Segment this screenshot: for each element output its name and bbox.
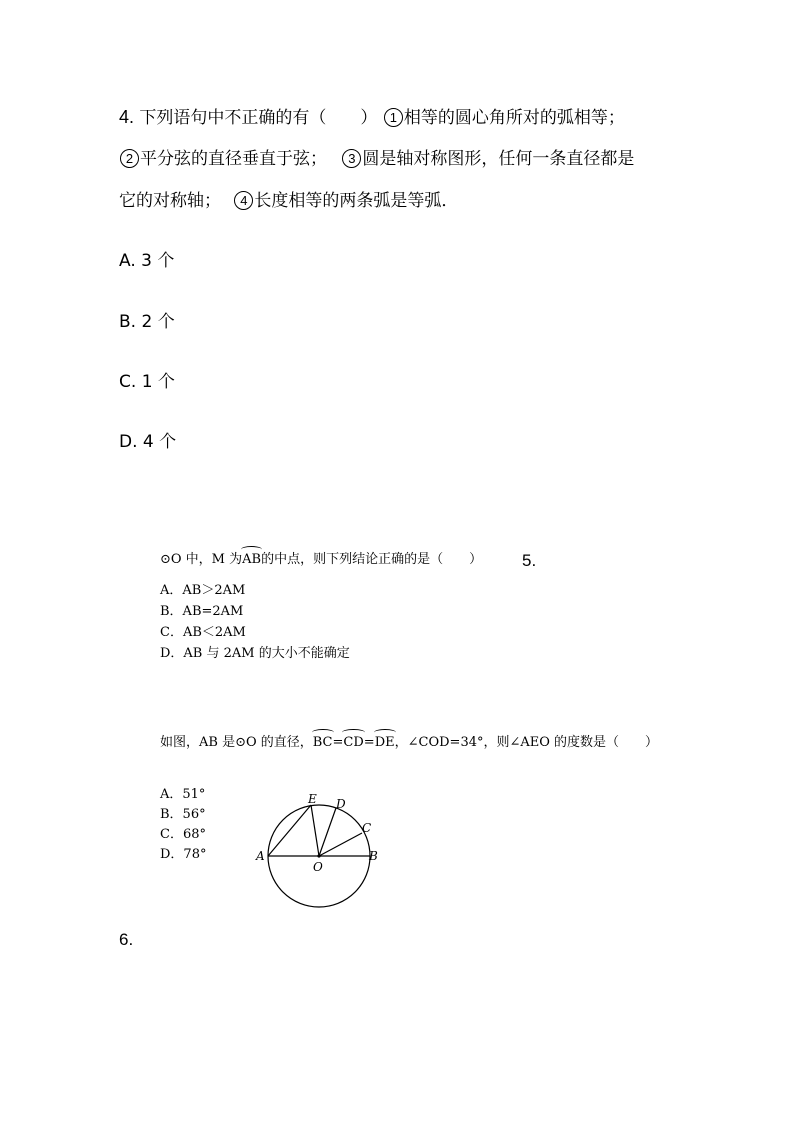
statement-3-marker: 3 xyxy=(342,149,361,168)
q4-option-b[interactable]: B. 2 个 xyxy=(119,312,175,332)
q4-option-a[interactable]: A. 3 个 xyxy=(119,251,175,271)
q5-stem: ⊙O 中，M 为AB的中点，则下列结论正确的是（ ） xyxy=(160,552,483,567)
statement-3-text-a: 圆是轴对称图形，任何一条直径都是 xyxy=(362,149,635,169)
q4-option-c[interactable]: C. 1 个 xyxy=(119,372,175,392)
statement-1-text: 相等的圆心角所对的弧相等； xyxy=(403,108,625,128)
q5-option-a[interactable]: A．AB＞2AM xyxy=(160,583,246,598)
arc-ab: AB xyxy=(242,552,262,567)
label-e: E xyxy=(308,792,317,806)
label-c: C xyxy=(362,821,372,835)
q4-line3 xyxy=(119,190,458,212)
radius-oe xyxy=(311,805,319,856)
q5-option-c[interactable]: C．AB＜2AM xyxy=(160,625,246,640)
statement-1-marker: 1 xyxy=(384,108,403,127)
q5-number: 5. xyxy=(522,551,537,570)
label-o: O xyxy=(313,860,323,874)
statement-3-text-b: 它的对称轴； xyxy=(119,191,221,211)
q4-line1 xyxy=(119,106,625,129)
label-a: A xyxy=(256,849,265,863)
q4-line2 xyxy=(119,148,634,170)
arc-bc: BC xyxy=(312,735,333,750)
label-b: B xyxy=(369,849,378,863)
statement-2-text: 平分弦的直径垂直于弦； xyxy=(140,149,327,169)
statement-2-marker: 2 xyxy=(120,149,139,168)
center-point xyxy=(317,854,320,857)
arc-de: DE xyxy=(374,735,395,750)
q6-number: 6. xyxy=(119,930,134,949)
statement-4-text: 长度相等的两条弧是等弧． xyxy=(254,191,459,211)
q6-option-d[interactable]: D．78° xyxy=(160,847,207,862)
q4-stem: 下列语句中不正确的有（ ） xyxy=(139,108,378,128)
arc-cd: CD xyxy=(343,735,364,750)
q6-stem: 如图，AB 是⊙O 的直径，BC=CD=DE，∠COD=34°，则∠AEO 的度数是（ ） xyxy=(160,735,659,750)
statement-4-marker: 4 xyxy=(234,191,253,210)
q5-option-b[interactable]: B．AB=2AM xyxy=(160,604,244,619)
q4-option-d[interactable]: D. 4 个 xyxy=(119,432,177,452)
q4-number: 4. xyxy=(119,107,135,127)
circle-figure xyxy=(250,790,390,910)
q5-option-d[interactable]: D．AB 与 2AM 的大小不能确定 xyxy=(160,646,350,661)
label-d: D xyxy=(336,797,346,811)
q6-option-a[interactable]: A．51° xyxy=(160,787,206,802)
q6-option-c[interactable]: C．68° xyxy=(160,827,206,842)
q6-option-b[interactable]: B．56° xyxy=(160,807,206,822)
